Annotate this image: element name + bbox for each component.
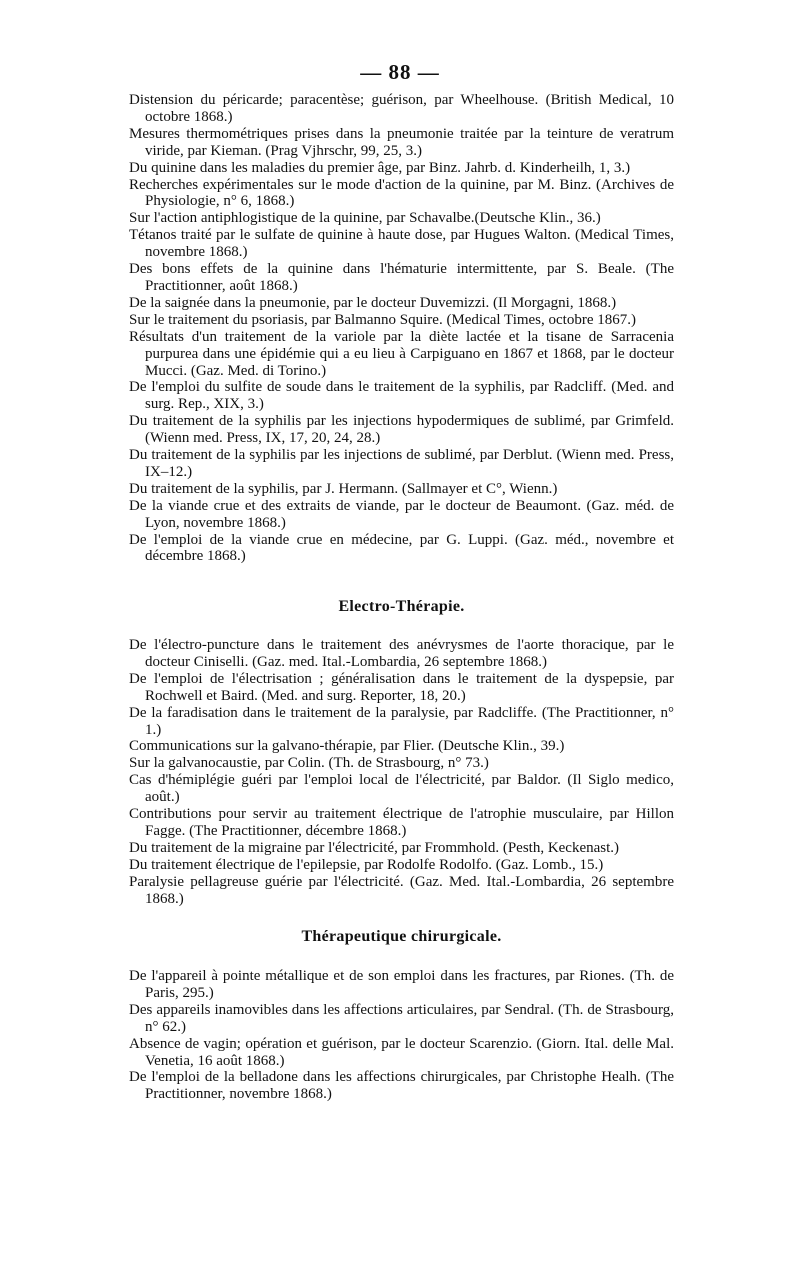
section-heading-electro-therapie: Electro-Thérapie. <box>338 598 465 615</box>
page-number: — 88 — <box>360 60 440 84</box>
bibliography-entry: Paralysie pellagreuse guérie par l'électricité. (Gaz. Med. Ital.-Lombardia, 26 septembre 1868.) <box>129 873 674 907</box>
bibliography-entry: Sur l'action antiphlogistique de la quinine, par Schavalbe.(Deutsche Klin., 36.) <box>129 210 601 227</box>
bibliography-entry: De l'électro-puncture dans le traitement des anévrysmes de l'aorte thoracique, par le docteur Ciniselli. (Gaz. med. Ital.-Lombardia, 26 septembre 1868.) <box>129 637 674 670</box>
bibliography-entry: De la faradisation dans le traitement de la paralysie, par Radcliffe. (The Practitionner, n° 1.) <box>129 704 674 738</box>
bibliography-entry: Des appareils inamovibles dans les affections articulaires, par Sendral. (Th. de Strasbourg, n° 62.) <box>129 1001 674 1035</box>
bibliography-entry: Mesures thermométriques prises dans la pneumonie traitée par la teinture de veratrum viride, par Kieman. (Prag Vjhrschr, 99, 25, 3.) <box>129 125 674 159</box>
bibliography-entry: De l'appareil à pointe métallique et de son emploi dans les fractures, par Riones. (Th. de Paris, 295.) <box>129 968 674 1001</box>
bibliography-entry: Absence de vagin; opération et guérison, par le docteur Scarenzio. (Giorn. Ital. delle Mal. Venetia, 16 août 1868.) <box>129 1035 674 1069</box>
bibliography-entry: Sur le traitement du psoriasis, par Balmanno Squire. (Medical Times, octobre 1867.) <box>129 311 636 328</box>
bibliography-entry: De la saignée dans la pneumonie, par le docteur Duvemizzi. (Il Morgagni, 1868.) <box>129 294 617 311</box>
bibliography-entry: De l'emploi de la belladone dans les affections chirurgicales, par Christophe Healh. (The Practitionner, novembre 1868.) <box>129 1069 674 1103</box>
bibliography-entry: Du traitement électrique de l'epilepsie, par Rodolfe Rodolfo. (Gaz. Lomb., 15.) <box>129 856 604 873</box>
bibliography-entry: Distension du péricarde; paracentèse; guérison, par Wheelhouse. (British Medical, 10 octobre 1868.) <box>129 92 674 125</box>
bibliography-entry: De l'emploi du sulfite de soude dans le traitement de la syphilis, par Radcliff. (Med. and surg. Rep., XIX, 3.) <box>129 379 674 413</box>
bibliography-entry: Tétanos traité par le sulfate de quinine à haute dose, par Hugues Walton. (Medical Times, novembre 1868.) <box>129 227 674 261</box>
section-heading-therapeutique-chirurgicale: Thérapeutique chirurgicale. <box>301 928 502 945</box>
bibliography-entry: De l'emploi de l'électrisation ; généralisation dans le traitement de la dyspepsie, par Rochwell et Baird. (Med. and surg. Reporter, 18, 20.) <box>129 670 674 704</box>
bibliography-entry: Du traitement de la syphilis par les injections de sublimé, par Derblut. (Wienn med. Press, IX–12.) <box>129 447 674 480</box>
bibliography-entry: Du traitement de la migraine par l'électricité, par Frommhold. (Pesth, Keckenast.) <box>129 839 620 856</box>
bibliography-entry: De la viande crue et des extraits de viande, par le docteur de Beaumont. (Gaz. méd. de Lyon, novembre 1868.) <box>129 497 674 531</box>
bibliography-section-electro-therapie <box>129 637 674 908</box>
bibliography-entry: Communications sur la galvano-thérapie, par Flier. (Deutsche Klin., 39.) <box>129 738 565 755</box>
bibliography-entry: Contributions pour servir au traitement électrique de l'atrophie musculaire, par Hillon Fagge. (The Practitionner, décembre 1868.) <box>129 806 674 839</box>
bibliography-entry: De l'emploi de la viande crue en médecine, par G. Luppi. (Gaz. méd., novembre et décembre 1868.) <box>129 531 674 565</box>
bibliography-section-therapeutique-chirurgicale <box>129 968 674 1103</box>
bibliography-entry: Sur la galvanocaustie, par Colin. (Th. de Strasbourg, n° 73.) <box>129 755 489 772</box>
bibliography-entry: Du traitement de la syphilis par les injections hypodermiques de sublimé, par Grimfeld. (Wienn med. Press, IX, 17, 20, 24, 28.) <box>129 413 674 447</box>
bibliography-section-general <box>129 92 674 565</box>
bibliography-entry: Recherches expérimentales sur le mode d'action de la quinine, par M. Binz. (Archives de Physiologie, n° 6, 1868.) <box>129 176 674 210</box>
bibliography-entry: Du quinine dans les maladies du premier âge, par Binz. Jahrb. d. Kinderheilh, 1, 3.) <box>129 159 631 176</box>
bibliography-entry: Résultats d'un traitement de la variole par la diète lactée et la tisane de Sarracenia purpurea dans une épidémie qui a eu lieu à Carpiguano en 1867 et 1868, par le docteur Mucci. (Gaz. Med. di Torino.) <box>129 328 674 379</box>
bibliography-entry: Des bons effets de la quinine dans l'hématurie intermittente, par S. Beale. (The Practitionner, août 1868.) <box>129 261 674 294</box>
bibliography-entry: Du traitement de la syphilis, par J. Hermann. (Sallmayer et C°, Wienn.) <box>129 480 558 497</box>
bibliography-entry: Cas d'hémiplégie guéri par l'emploi local de l'électricité, par Baldor. (Il Siglo medico, août.) <box>129 772 674 806</box>
